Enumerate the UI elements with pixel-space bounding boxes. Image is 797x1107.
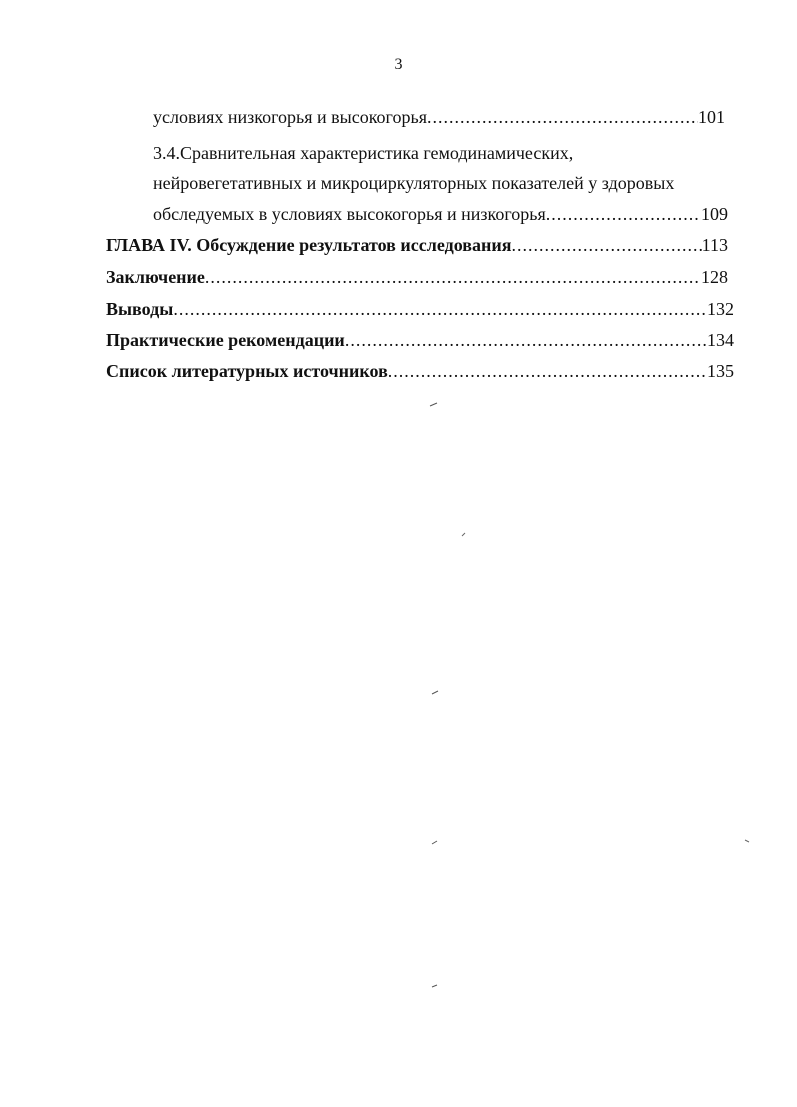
toc-entry-references[interactable]	[106, 358, 734, 384]
toc-page-number: 101	[698, 107, 725, 127]
toc-entry-title: Список литературных источников	[106, 361, 388, 381]
dot-leader	[173, 296, 707, 322]
toc-entry-chapter-4[interactable]	[106, 232, 728, 258]
scan-speck	[432, 691, 438, 694]
scan-speck	[462, 533, 465, 536]
page-number: 3	[394, 56, 403, 73]
dot-leader	[511, 232, 701, 258]
toc-entry-3-4-title-line1[interactable]: 3.4.Сравнительная характеристика гемодинамических,	[153, 143, 574, 163]
toc-page-number: 134	[707, 330, 734, 350]
toc-entry-title: Практические рекомендации	[106, 330, 345, 350]
toc-entry-3-4-title-line2[interactable]: нейровегетативных и микроциркуляторных показателей у здоровых	[153, 173, 675, 193]
toc-row-recommendations	[0, 327, 797, 353]
scan-speck	[430, 403, 437, 406]
toc-page-number: 132	[707, 299, 734, 319]
dot-leader	[205, 264, 701, 290]
dot-leader	[388, 358, 707, 384]
toc-entry-3-3-end[interactable]	[153, 104, 725, 130]
toc-entry-conclusion[interactable]	[106, 264, 728, 290]
scan-speck	[745, 840, 749, 842]
toc-row-references	[0, 358, 797, 384]
toc-entry-title: условиях низкогорья и высокогорья	[153, 107, 427, 127]
dot-leader	[546, 201, 701, 227]
toc-row-3-4-line1	[0, 140, 797, 166]
toc-row-chapter-4	[0, 232, 797, 258]
dot-leader	[427, 104, 698, 130]
toc-entry-title: ГЛАВА IV. Обсуждение результатов исследования	[106, 235, 512, 255]
toc-row-3-4-line3	[0, 201, 797, 227]
toc-page-number: 128	[701, 267, 728, 287]
scan-speck	[432, 985, 437, 987]
toc-row-3-3-continuation	[0, 104, 797, 130]
toc-page-number: 109	[701, 204, 728, 224]
toc-page-number: 113	[701, 235, 728, 255]
toc-row-3-4-line2	[0, 170, 797, 196]
table-of-contents	[0, 0, 797, 400]
toc-entry-title: обследуемых в условиях высокогорья и низкогорья	[153, 204, 546, 224]
toc-entry-title: Выводы	[106, 299, 174, 319]
toc-entry-title: Заключение	[106, 267, 205, 287]
toc-row-conclusion	[0, 264, 797, 290]
toc-page-number: 135	[707, 361, 734, 381]
toc-row-findings	[0, 296, 797, 322]
toc-entry-recommendations[interactable]	[106, 327, 734, 353]
toc-entry-3-4-end[interactable]	[153, 201, 728, 227]
dot-leader	[345, 327, 707, 353]
scan-speck	[432, 841, 437, 844]
toc-entry-findings[interactable]	[106, 296, 734, 322]
